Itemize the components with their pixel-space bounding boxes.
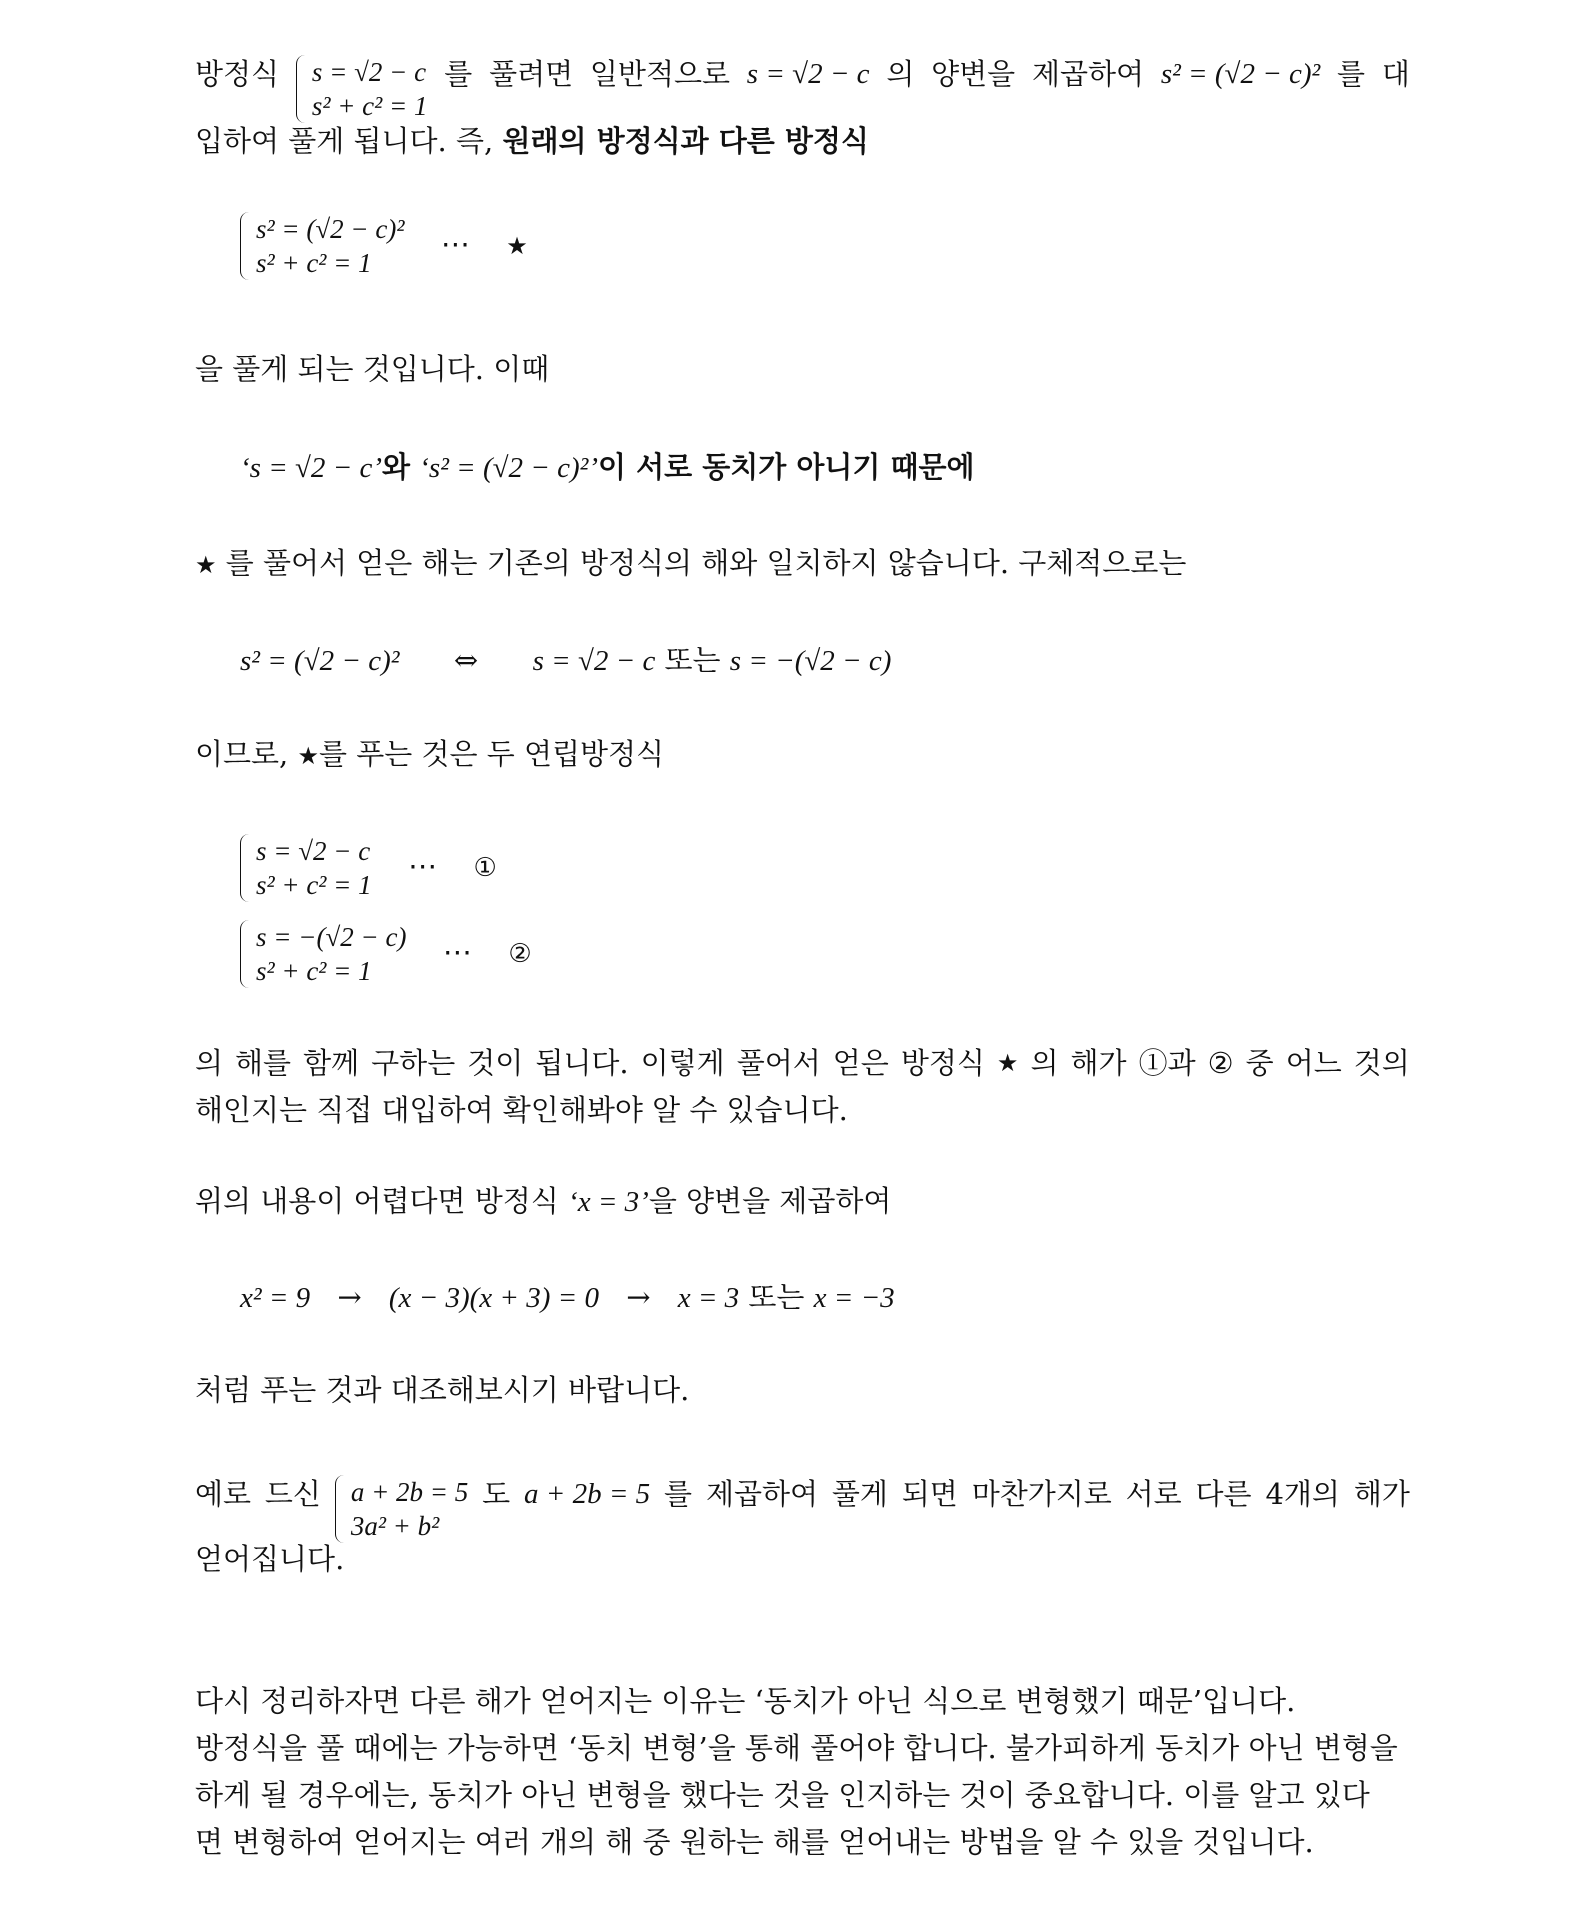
paragraph-2: 을 풀게 되는 것입니다. 이때: [195, 352, 550, 386]
equation-2: x² = 9 → (x − 3)(x + 3) = 0 → x = 3 또는 x = −3: [240, 1280, 895, 1314]
star-icon: ★: [195, 551, 217, 579]
arrow-right-icon: →: [626, 1280, 651, 1314]
equation-system-example: a + 2b = 5 3a² + b²: [335, 1475, 468, 1543]
star-icon: ★: [996, 1049, 1019, 1077]
equation-system-2: s = −(√2 − c) s² + c² = 1 ⋯ ②: [240, 920, 1455, 988]
paragraph-5: 이므로, ★를 푸는 것은 두 연립방정식: [195, 737, 665, 771]
paragraph-10-line-2: 방정식을 풀 때에는 가능하면 ‘동치 변형’을 통해 풀어야 합니다. 불가피하게 동치가 아닌 변형을: [195, 1731, 1398, 1765]
arrow-right-icon: →: [337, 1280, 362, 1314]
equation-system-intro: s = √2 − c s² + c² = 1: [296, 55, 428, 123]
paragraph-6-line-1: 의 해를 함께 구하는 것이 됩니다. 이렇게 풀어서 얻은 방정식 ★ 의 해가 ①과 ② 중 어느 것의: [195, 1046, 1410, 1080]
math-expression: s = √2 − c: [746, 58, 870, 90]
paragraph-9-line-1: 예로 드신 a + 2b = 5 3a² + b² 도 a + 2b = 5 를 제곱하여 풀게 되면 마찬가지로 서로 다른 4개의 해가: [195, 1477, 1410, 1541]
paragraph-10-line-1: 다시 정리하자면 다른 해가 얻어지는 이유는 ‘동치가 아닌 식으로 변형했기 때문’입니다.: [195, 1684, 1296, 1718]
equation-system-1: s = √2 − c s² + c² = 1 ⋯ ①: [240, 834, 1455, 902]
paragraph-10-line-4: 면 변형하여 얻어지는 여러 개의 해 중 원하는 해를 얻어내는 방법을 알 수 있을 것입니다.: [195, 1825, 1314, 1859]
star-icon: ★: [297, 742, 319, 770]
paragraph-10-line-3: 하게 될 경우에는, 동치가 아닌 변형을 했다는 것을 인지하는 것이 중요합니다. 이를 알고 있다: [195, 1778, 1370, 1812]
paragraph-4: ★ 를 풀어서 얻은 해는 기존의 방정식의 해와 일치하지 않습니다. 구체적으로는: [195, 546, 1187, 580]
emphasis-text: 원래의 방정식과 다른 방정식: [502, 124, 869, 158]
paragraph-1-line-1: 방정식 s = √2 − c s² + c² = 1 를 풀려면 일반적으로 s = √2 − c 의 양변을 제곱하여 s² = (√2 − c)² 를 대: [195, 57, 1410, 121]
paragraph-3: ‘s = √2 − c’와 ‘s² = (√2 − c)²’이 서로 동치가 아니기 때문에: [240, 450, 975, 484]
circled-two-icon: ②: [508, 939, 532, 969]
math-expression: s² = (√2 − c)²: [1160, 58, 1321, 90]
iff-symbol: ⇔: [453, 643, 479, 677]
paragraph-6-line-2: 해인지는 직접 대입하여 확인해봐야 알 수 있습니다.: [195, 1093, 848, 1127]
equation-system-star: s² = (√2 − c)² s² + c² = 1 ⋯ ★: [240, 212, 1455, 280]
paragraph-1-line-2: 입하여 풀게 됩니다. 즉, 원래의 방정식과 다른 방정식: [195, 124, 869, 158]
equation-1: s² = (√2 − c)² ⇔ s = √2 − c 또는 s = −(√2 − c): [240, 643, 892, 677]
star-icon: ★: [506, 232, 528, 260]
paragraph-7: 위의 내용이 어렵다면 방정식 ‘x = 3’을 양변을 제곱하여: [195, 1184, 892, 1218]
circled-one-icon: ①: [473, 853, 497, 883]
paragraph-9-line-2: 얻어집니다.: [195, 1542, 345, 1576]
word: 방정식: [195, 57, 280, 91]
paragraph-8: 처럼 푸는 것과 대조해보시기 바랍니다.: [195, 1373, 690, 1407]
